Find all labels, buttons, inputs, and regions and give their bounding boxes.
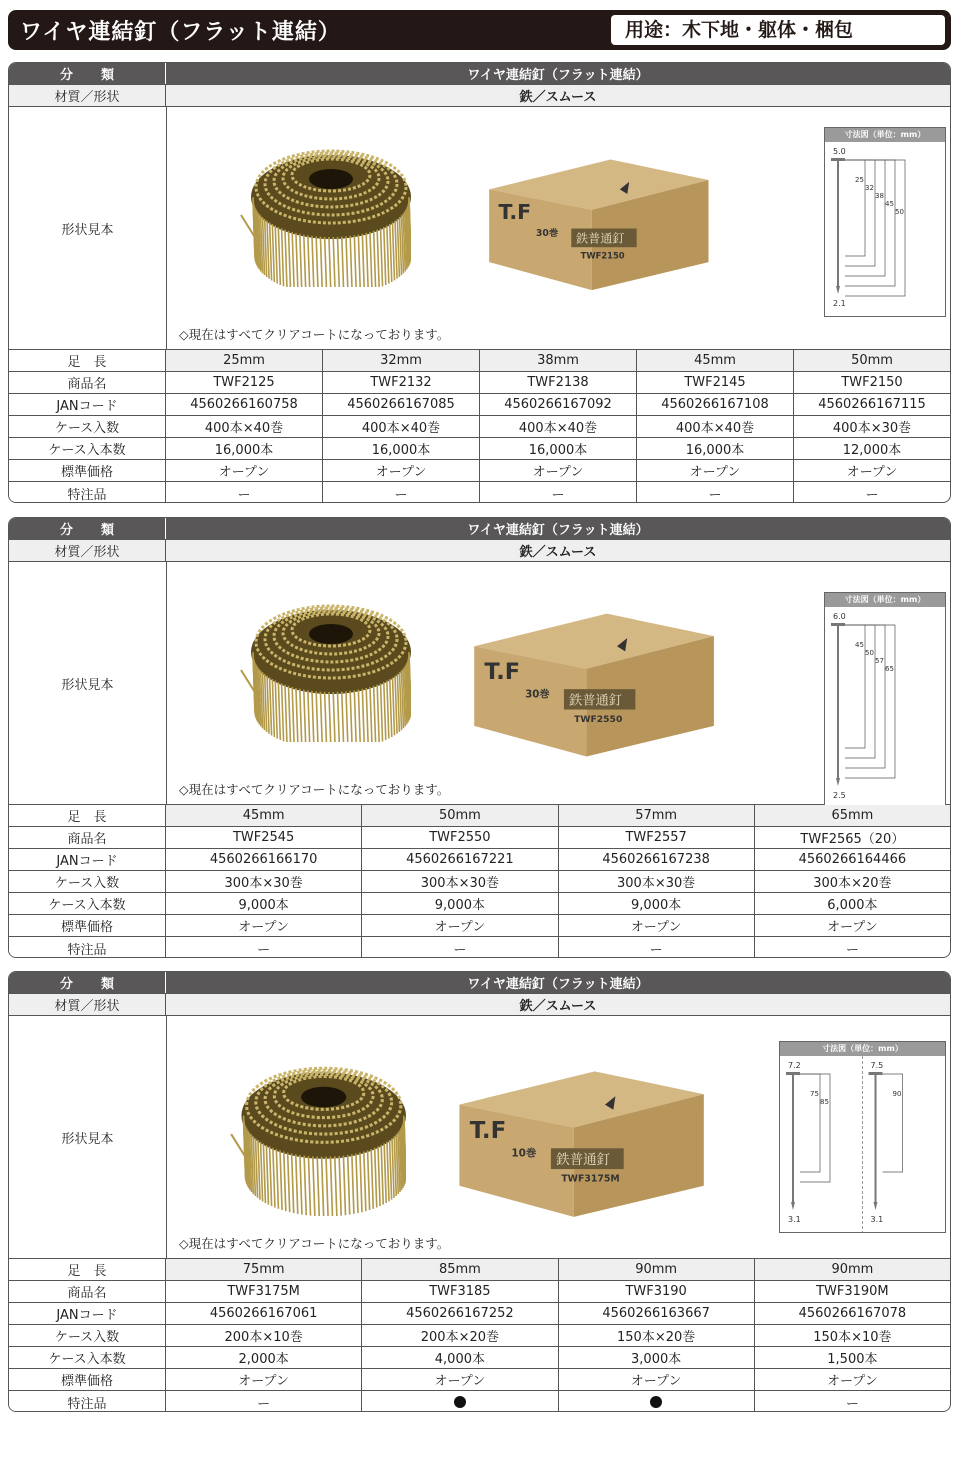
case-count-cell: 16,000本	[480, 438, 637, 459]
price-cell: オープン	[826, 1374, 878, 1389]
price-row	[9, 1369, 950, 1391]
product-cell: TWF3190	[559, 1281, 755, 1302]
length-cell: 57mm	[559, 805, 755, 826]
product-panel	[8, 62, 951, 503]
price-label: 標準価格	[9, 1369, 166, 1390]
category-row	[9, 972, 950, 994]
svg-text:10巻: 10巻	[511, 1147, 537, 1160]
price-cell: オープン	[323, 460, 480, 481]
case-qty-cell: 150本×10巻	[813, 1330, 892, 1345]
price-cell: オープン	[362, 1369, 558, 1390]
product-cell: TWF3185	[362, 1281, 558, 1302]
case-qty-cell: 300本×30巻	[362, 871, 558, 892]
product-row	[9, 372, 950, 394]
svg-text:38: 38	[875, 192, 884, 200]
jan-cell: 4560266167108	[637, 394, 794, 415]
dimension-diagram	[824, 592, 946, 809]
material-value: 鉄／スムース	[519, 999, 597, 1014]
length-cell: 25mm	[166, 350, 323, 371]
case-qty-cell: 300本×30巻	[559, 871, 755, 892]
svg-text:鉄普通釘: 鉄普通釘	[575, 231, 625, 246]
length-cell: 65mm	[831, 808, 874, 823]
svg-text:2.5: 2.5	[833, 791, 846, 800]
product-row	[9, 1281, 950, 1303]
special-cell: ー	[559, 937, 755, 958]
price-label: 標準価格	[9, 915, 166, 936]
length-cell: 85mm	[362, 1259, 558, 1280]
jan-cell: 4560266167092	[480, 394, 637, 415]
length-label: 足 長	[9, 1259, 166, 1280]
dimension-diagram	[824, 127, 946, 317]
length-row	[9, 805, 950, 827]
product-label: 商品名	[9, 1281, 166, 1302]
special-cell: ー	[362, 937, 558, 958]
svg-text:25: 25	[855, 176, 864, 184]
svg-text:85: 85	[820, 1098, 829, 1106]
product-cell: TWF2550	[362, 827, 558, 848]
product-cell: TWF2545	[166, 827, 362, 848]
length-label: 足 長	[9, 350, 166, 371]
svg-text:7.5: 7.5	[870, 1061, 884, 1070]
nail-coil-image	[226, 1046, 406, 1220]
special-label: 特注品	[9, 937, 166, 958]
special-row	[9, 1391, 950, 1412]
case-qty-cell: 400本×30巻	[832, 421, 912, 436]
case-qty-row	[9, 871, 950, 893]
nail-coil-image	[236, 592, 411, 746]
category-row	[9, 63, 950, 85]
price-cell: オープン	[166, 915, 362, 936]
special-cell: ー	[323, 482, 480, 503]
case-count-cell: 9,000本	[362, 893, 558, 914]
case-qty-cell: 200本×20巻	[362, 1325, 558, 1346]
special-row	[9, 482, 950, 503]
special-cell: ー	[845, 942, 859, 958]
svg-text:3.1: 3.1	[870, 1215, 884, 1224]
case-count-cell: 6,000本	[827, 898, 878, 913]
special-cell: ー	[166, 937, 362, 958]
diagram-title: 寸法図（単位：mm）	[825, 128, 945, 142]
jan-cell: 4560266167078	[798, 1306, 907, 1321]
product-box-image	[449, 1056, 709, 1230]
product-label: 商品名	[9, 827, 166, 848]
case-count-cell: 16,000本	[166, 438, 323, 459]
product-cell: TWF2557	[559, 827, 755, 848]
category-label: 分類	[9, 972, 166, 993]
category-label: 分類	[9, 518, 166, 539]
svg-text:TWF3175M: TWF3175M	[561, 1173, 620, 1185]
case-count-cell: 9,000本	[166, 893, 362, 914]
svg-text:65: 65	[885, 665, 894, 673]
product-cell: TWF3175M	[166, 1281, 362, 1302]
jan-label: JANコード	[9, 394, 166, 415]
special-row	[9, 937, 950, 958]
svg-text:57: 57	[875, 657, 884, 665]
case-qty-cell: 200本×10巻	[166, 1325, 362, 1346]
case-count-label: ケース入本数	[9, 438, 166, 459]
case-qty-label: ケース入数	[9, 1325, 166, 1346]
case-qty-cell: 150本×20巻	[559, 1325, 755, 1346]
length-cell: 90mm	[831, 1262, 874, 1277]
sample-label: 形状見本	[9, 562, 167, 804]
sample-area	[9, 562, 950, 805]
special-cell: ー	[865, 487, 879, 503]
jan-cell: 4560266163667	[559, 1303, 755, 1324]
special-cell: ー	[166, 1391, 362, 1412]
category-row	[9, 518, 950, 540]
svg-text:T.F: T.F	[498, 200, 532, 225]
svg-text:3.1: 3.1	[788, 1215, 801, 1224]
jan-row	[9, 1303, 950, 1325]
case-qty-cell: 400本×40巻	[480, 416, 637, 437]
length-cell: 38mm	[480, 350, 637, 371]
price-cell: オープン	[559, 915, 755, 936]
length-cell: 45mm	[637, 350, 794, 371]
product-cell: TWF3190M	[816, 1284, 889, 1299]
category-value: ワイヤ連結釘（フラット連結）	[467, 68, 649, 83]
price-cell: オープン	[362, 915, 558, 936]
product-cell: TWF2138	[480, 372, 637, 393]
svg-text:75: 75	[810, 1090, 819, 1098]
material-row	[9, 85, 950, 107]
case-qty-label: ケース入数	[9, 416, 166, 437]
sample-area	[9, 107, 950, 350]
nail-coil-image	[236, 137, 411, 291]
product-cell: TWF2125	[166, 372, 323, 393]
jan-cell: 4560266167252	[362, 1303, 558, 1324]
case-count-label: ケース入本数	[9, 1347, 166, 1368]
diagram-title: 寸法図（単位：mm）	[825, 593, 945, 607]
case-count-cell: 2,000本	[166, 1347, 362, 1368]
jan-row	[9, 849, 950, 871]
material-value: 鉄／スムース	[519, 545, 597, 560]
special-label: 特注品	[9, 1391, 166, 1412]
coating-note: ◇現在はすべてクリアコートになっております。	[179, 782, 450, 797]
svg-text:30巻: 30巻	[535, 228, 559, 239]
diagram-title: 寸法図（単位：mm）	[780, 1042, 945, 1056]
length-cell: 75mm	[166, 1259, 362, 1280]
material-value: 鉄／スムース	[519, 90, 597, 105]
svg-text:TWF2550: TWF2550	[574, 713, 623, 725]
svg-text:90: 90	[892, 1090, 902, 1098]
product-label: 商品名	[9, 372, 166, 393]
category-label: 分類	[9, 63, 166, 84]
price-cell: オープン	[480, 460, 637, 481]
jan-cell: 4560266167061	[166, 1303, 362, 1324]
material-row	[9, 540, 950, 562]
page-title: ワイヤ連結釘（フラット連結）	[20, 20, 341, 45]
special-order-dot	[362, 1391, 558, 1412]
usage-label: 用途：木下地・躯体・梱包	[611, 15, 945, 45]
sample-label: 形状見本	[9, 107, 167, 349]
sample-label: 形状見本	[9, 1016, 167, 1258]
case-count-cell: 3,000本	[559, 1347, 755, 1368]
case-qty-cell: 400本×40巻	[323, 416, 480, 437]
material-label: 材質／形状	[9, 994, 166, 1015]
case-count-row	[9, 893, 950, 915]
jan-row	[9, 394, 950, 416]
svg-text:30巻: 30巻	[525, 689, 550, 701]
length-label: 足 長	[9, 805, 166, 826]
case-qty-cell: 400本×40巻	[637, 416, 794, 437]
length-row	[9, 350, 950, 372]
length-cell: 45mm	[166, 805, 362, 826]
case-count-cell: 16,000本	[323, 438, 480, 459]
price-row	[9, 915, 950, 937]
jan-cell: 4560266164466	[798, 852, 907, 867]
case-count-cell: 16,000本	[637, 438, 794, 459]
svg-text:T.F: T.F	[469, 1117, 507, 1144]
svg-text:6.0: 6.0	[833, 612, 846, 621]
product-panel	[8, 517, 951, 958]
price-label: 標準価格	[9, 460, 166, 481]
price-cell: オープン	[826, 920, 878, 935]
special-cell: ー	[480, 482, 637, 503]
special-cell: ー	[845, 1396, 859, 1412]
case-count-label: ケース入本数	[9, 893, 166, 914]
svg-text:45: 45	[885, 200, 894, 208]
sample-area	[9, 1016, 950, 1259]
svg-text:50: 50	[865, 649, 874, 657]
jan-label: JANコード	[9, 849, 166, 870]
dimension-diagram	[779, 1041, 946, 1233]
case-count-cell: 12,000本	[842, 443, 902, 458]
product-cell: TWF2565（20）	[800, 832, 905, 847]
svg-text:5.0: 5.0	[833, 147, 846, 156]
svg-text:T.F: T.F	[484, 658, 521, 685]
svg-text:TWF2150: TWF2150	[580, 250, 625, 261]
price-cell: オープン	[846, 465, 898, 480]
length-cell: 50mm	[362, 805, 558, 826]
case-qty-cell: 300本×20巻	[813, 876, 892, 891]
case-qty-row	[9, 1325, 950, 1347]
jan-cell: 4560266167238	[559, 849, 755, 870]
case-qty-label: ケース入数	[9, 871, 166, 892]
length-cell: 50mm	[851, 353, 893, 368]
product-cell: TWF2132	[323, 372, 480, 393]
svg-text:32: 32	[865, 184, 874, 192]
jan-cell: 4560266167085	[323, 394, 480, 415]
length-cell: 90mm	[559, 1259, 755, 1280]
case-qty-cell: 400本×40巻	[166, 416, 323, 437]
product-panel	[8, 971, 951, 1412]
jan-cell: 4560266167115	[818, 397, 926, 412]
case-count-cell: 9,000本	[559, 893, 755, 914]
case-qty-row	[9, 416, 950, 438]
case-count-row	[9, 438, 950, 460]
svg-text:7.2: 7.2	[788, 1061, 801, 1070]
case-qty-cell: 300本×30巻	[166, 871, 362, 892]
case-count-row	[9, 1347, 950, 1369]
page-header	[8, 10, 951, 50]
jan-cell: 4560266166170	[166, 849, 362, 870]
product-cell: TWF2150	[841, 375, 903, 390]
product-row	[9, 827, 950, 849]
case-count-cell: 4,000本	[362, 1347, 558, 1368]
svg-text:50: 50	[895, 208, 904, 216]
product-box-image	[464, 602, 719, 766]
product-box-image	[474, 152, 719, 296]
price-cell: オープン	[559, 1369, 755, 1390]
length-cell: 32mm	[323, 350, 480, 371]
category-value: ワイヤ連結釘（フラット連結）	[467, 523, 649, 538]
special-order-dot	[559, 1391, 755, 1412]
svg-text:2.1: 2.1	[833, 299, 846, 308]
price-cell: オープン	[166, 1369, 362, 1390]
price-row	[9, 460, 950, 482]
material-label: 材質／形状	[9, 85, 166, 106]
price-cell: オープン	[637, 460, 794, 481]
price-cell: オープン	[166, 460, 323, 481]
product-cell: TWF2145	[637, 372, 794, 393]
coating-note: ◇現在はすべてクリアコートになっております。	[179, 1236, 450, 1251]
coating-note: ◇現在はすべてクリアコートになっております。	[179, 327, 450, 342]
case-count-cell: 1,500本	[827, 1352, 878, 1367]
material-row	[9, 994, 950, 1016]
category-value: ワイヤ連結釘（フラット連結）	[467, 977, 649, 992]
special-cell: ー	[166, 482, 323, 503]
svg-text:45: 45	[855, 641, 864, 649]
svg-text:鉄普通釘: 鉄普通釘	[556, 1151, 611, 1168]
length-row	[9, 1259, 950, 1281]
special-label: 特注品	[9, 482, 166, 503]
jan-cell: 4560266167221	[362, 849, 558, 870]
jan-cell: 4560266160758	[166, 394, 323, 415]
special-cell: ー	[637, 482, 794, 503]
material-label: 材質／形状	[9, 540, 166, 561]
jan-label: JANコード	[9, 1303, 166, 1324]
svg-text:鉄普通釘: 鉄普通釘	[569, 693, 623, 709]
